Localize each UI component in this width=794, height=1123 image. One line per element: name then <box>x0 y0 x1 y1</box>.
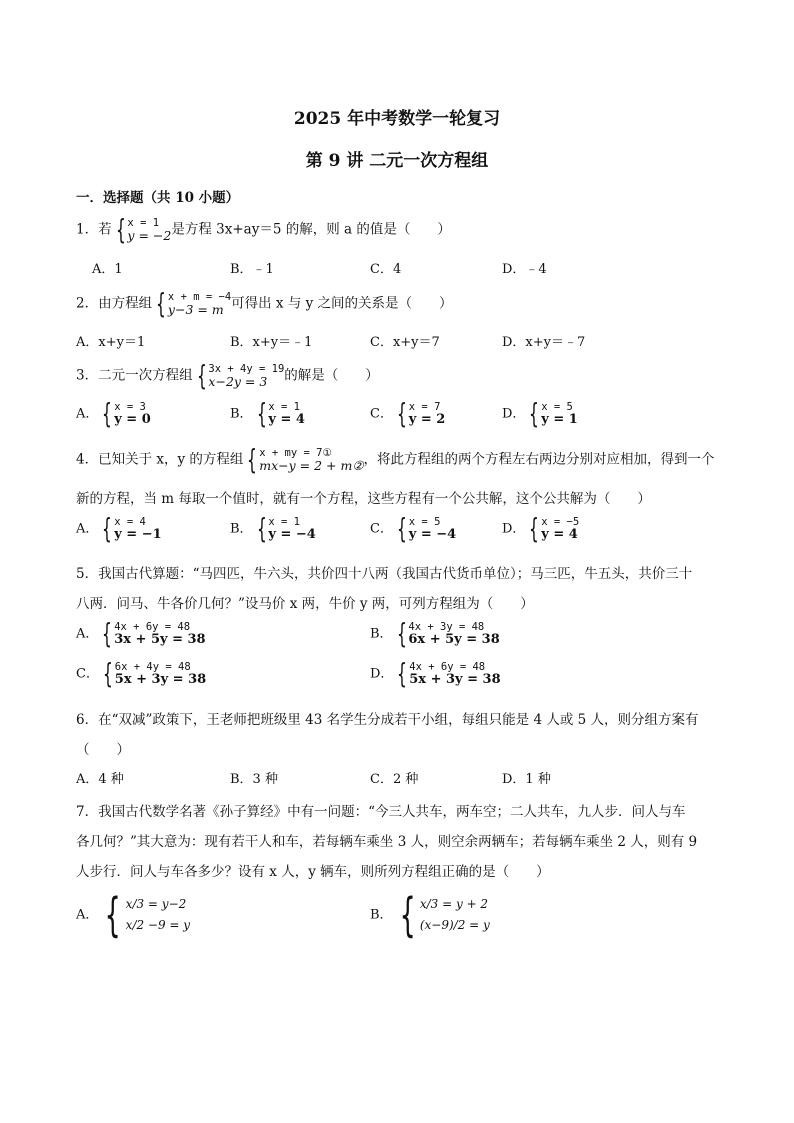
option-c[interactable] <box>370 397 446 430</box>
equation: 6x + 4y = 48 <box>114 660 191 673</box>
option-a[interactable] <box>76 617 206 650</box>
option-c[interactable] <box>370 512 457 545</box>
equation: (x−9)/2 = y <box>419 918 490 932</box>
option-c[interactable] <box>76 657 207 690</box>
option-d[interactable]: D．x+y＝﹣7 <box>502 335 586 350</box>
option-a[interactable] <box>76 888 191 942</box>
brace-icon: { <box>196 359 207 392</box>
equation: y = −1 <box>114 526 162 542</box>
option-label: D． <box>502 521 526 537</box>
equation: x = 7 <box>408 400 441 413</box>
equation: x/2 −9 = y <box>125 918 191 932</box>
brace-icon: { <box>102 397 113 430</box>
option-a[interactable]: A．4 种 <box>76 772 124 787</box>
brace-icon: { <box>399 888 416 942</box>
question-1-system <box>112 213 172 246</box>
equation: x = 4 <box>114 515 146 528</box>
option-label: C． <box>370 521 393 537</box>
brace-icon: { <box>529 397 540 430</box>
equation: 5x + 3y = 38 <box>114 671 207 687</box>
option-label: A． <box>76 626 99 642</box>
option-b[interactable]: B．3 种 <box>230 772 278 787</box>
equation: y = 4 <box>268 411 305 427</box>
option-a[interactable] <box>76 512 162 545</box>
option-label: A． <box>76 521 99 537</box>
question-2 <box>76 287 453 320</box>
option-d[interactable]: D．﹣4 <box>502 262 547 277</box>
question-3-system <box>193 359 285 392</box>
option-label: C． <box>370 406 393 422</box>
option-label: B． <box>370 626 393 642</box>
equation: y = −2 <box>127 227 172 243</box>
question-4-pre: 4．已知关于 x，y 的方程组 <box>76 451 244 468</box>
option-label: A． <box>76 406 99 422</box>
question-3 <box>76 359 379 392</box>
brace-icon: { <box>115 213 126 246</box>
question-4-system <box>243 443 364 476</box>
option-c[interactable]: C．4 <box>370 262 402 277</box>
brace-icon: { <box>396 512 407 545</box>
equation: x = 1 <box>268 515 300 528</box>
question-5-line-2: 八两．问马、牛各价几何？”设马价 x 两，牛价 y 两，可列方程组为（ ） <box>76 596 534 612</box>
equation: x−2y = 3 <box>208 373 268 389</box>
question-1 <box>76 213 451 246</box>
question-4-line-2: 新的方程，当 m 每取一个值时，就有一个方程，这些方程有一个公共解，这个公共解为（ ） <box>76 491 651 507</box>
equation: y = 0 <box>114 411 151 427</box>
option-b[interactable]: B．﹣1 <box>230 262 274 277</box>
equation: y = −4 <box>408 526 457 542</box>
option-label: C． <box>76 666 99 682</box>
brace-icon: { <box>102 512 113 545</box>
equation: y = 1 <box>541 411 578 427</box>
equation: y = 2 <box>408 411 446 427</box>
question-3-pre: 3．二元一次方程组 <box>76 367 193 384</box>
equation: y−3 = m <box>167 301 224 317</box>
brace-icon: { <box>156 287 166 320</box>
option-label: B． <box>370 907 393 923</box>
brace-icon: { <box>256 397 267 430</box>
equation: y = −4 <box>268 526 316 542</box>
option-b[interactable]: B．x+y＝﹣1 <box>230 335 313 350</box>
option-d[interactable] <box>502 512 580 545</box>
equation: 4x + 6y = 48 <box>114 620 191 633</box>
question-1-pre: 1．若 <box>76 221 112 238</box>
question-5-line-1: 5．我国古代算题：“马四匹，牛六头，共价四十八两（我国古代货币单位）；马三匹，牛五头，共价三十 <box>76 566 693 582</box>
option-label: B． <box>230 406 253 422</box>
question-7-line-3: 人步行．问人与车各多少？设有 x 人，y 辆车，则所列方程组正确的是（ ） <box>76 864 550 880</box>
equation: mx−y = 2 + m② <box>259 457 364 473</box>
section-heading: 一．选择题（共 10 小题） <box>76 190 240 206</box>
equation: y = 4 <box>541 526 578 542</box>
option-b[interactable] <box>230 397 305 430</box>
question-6-line-1: 6．在“双减”政策下，王老师把班级里 43 名学生分成若干小组，每组只能是 4 人或 5 人，则分组方案有 <box>76 712 699 728</box>
question-4 <box>76 443 715 476</box>
option-c[interactable]: C．2 种 <box>370 772 419 787</box>
option-label: B． <box>230 521 253 537</box>
question-3-post: 的解是（ ） <box>284 367 379 384</box>
equation: 6x + 5y = 38 <box>408 631 500 647</box>
question-6-line-2: （ ） <box>76 742 130 758</box>
option-b[interactable] <box>370 888 490 942</box>
question-7-line-1: 7．我国古代数学名著《孙子算经》中有一问题：“今三人共车，两车空；二人共车，九人步．问人与车 <box>76 804 686 820</box>
equation: x = 1 <box>268 400 300 413</box>
option-b[interactable] <box>230 512 316 545</box>
equation: x = 1 <box>127 216 160 229</box>
equation: x = 5 <box>541 400 573 413</box>
option-d[interactable]: D．1 种 <box>502 772 551 787</box>
equation: x/3 = y + 2 <box>419 896 489 911</box>
equation: x + m = −4 <box>167 290 232 303</box>
question-2-system <box>152 287 232 320</box>
option-c[interactable]: C．x+y＝7 <box>370 335 440 350</box>
option-label: A． <box>76 907 99 923</box>
brace-icon: { <box>247 443 258 476</box>
equation: 5x + 3y = 38 <box>409 671 501 687</box>
equation: 3x + 4y = 19 <box>208 362 285 375</box>
question-2-pre: 2．由方程组 <box>76 295 153 312</box>
brace-icon: { <box>102 657 113 690</box>
equation: x = 3 <box>114 400 146 413</box>
option-a[interactable]: A．1 <box>92 262 123 277</box>
equation: x/3 = y−2 <box>125 896 187 911</box>
equation: 3x + 5y = 38 <box>114 631 206 647</box>
option-d[interactable] <box>370 657 501 690</box>
brace-icon: { <box>396 397 407 430</box>
question-4-post: ，将此方程组的两个方程左右两边分别对应相加，得到一个 <box>363 451 715 468</box>
option-d[interactable] <box>502 397 578 430</box>
option-a[interactable] <box>76 397 151 430</box>
equation: 4x + 6y = 48 <box>409 660 486 673</box>
lesson-title: 第 9 讲 二元一次方程组 <box>305 151 489 171</box>
option-b[interactable] <box>370 617 500 650</box>
brace-icon: { <box>256 512 267 545</box>
question-2-post: 可得出 x 与 y 之间的关系是（ ） <box>231 295 453 312</box>
brace-icon: { <box>104 888 122 942</box>
brace-icon: { <box>397 657 408 690</box>
option-label: D． <box>370 666 394 682</box>
option-label: D． <box>502 406 526 422</box>
equation: x = 5 <box>408 515 441 528</box>
equation: 4x + 3y = 48 <box>408 620 485 633</box>
equation: x = −5 <box>541 515 580 528</box>
equation: x + my = 7① <box>259 446 332 459</box>
question-7-line-2: 各几何？”其大意为：现有若干人和车，若每辆车乘坐 3 人，则空余两辆车；若每辆车乘坐 2 人，则有 9 <box>76 834 698 850</box>
brace-icon: { <box>396 617 407 650</box>
question-1-post: 是方程 3x+ay＝5 的解，则 a 的值是（ ） <box>171 221 451 238</box>
option-a[interactable]: A．x+y＝1 <box>76 335 146 350</box>
brace-icon: { <box>102 617 113 650</box>
document-title: 2025 年中考数学一轮复习 <box>293 109 501 129</box>
brace-icon: { <box>529 512 540 545</box>
